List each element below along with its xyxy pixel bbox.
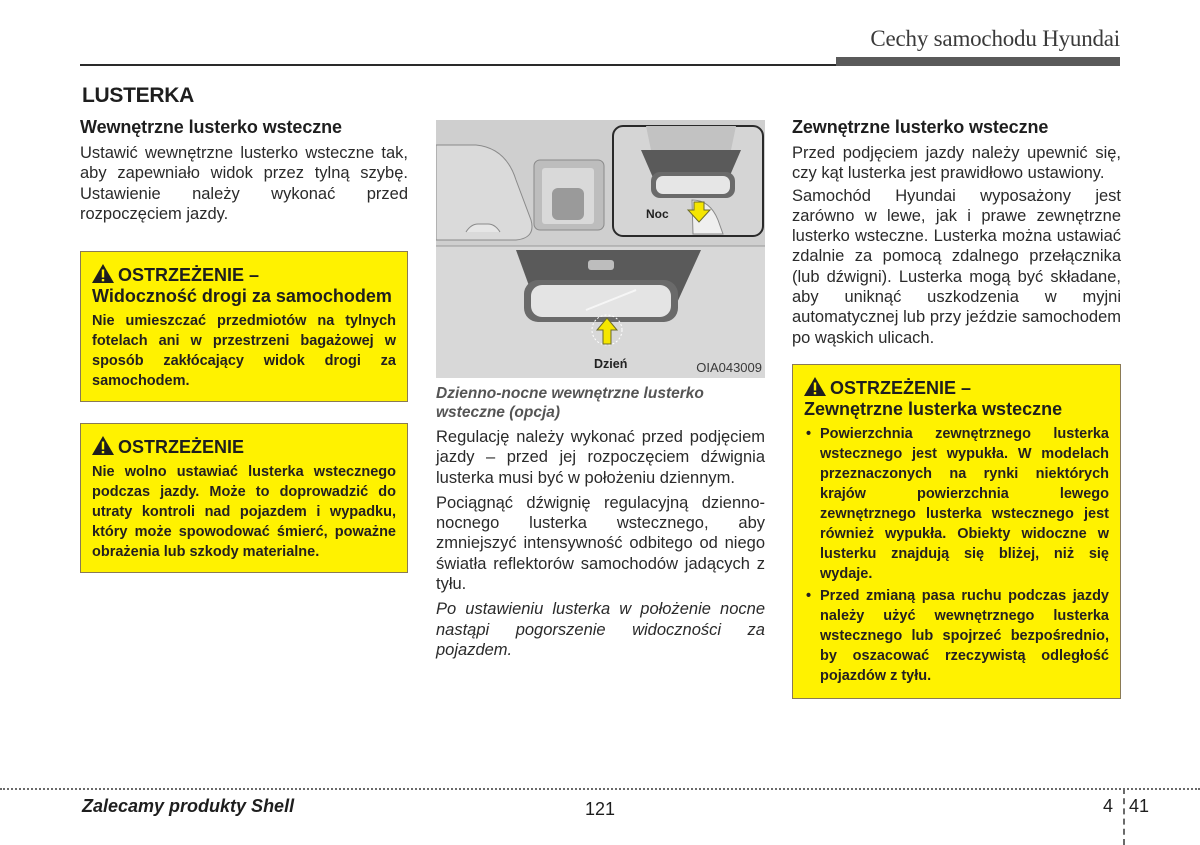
footer-divider [1123, 788, 1125, 845]
subheading-exterior-mirror: Zewnętrzne lusterko wsteczne [792, 117, 1049, 137]
right-column [792, 116, 1121, 699]
footer-rule [0, 788, 1200, 790]
warning-triangle-icon [804, 377, 826, 396]
page-number: 121 [585, 799, 616, 819]
running-header-title: Cechy samochodu Hyundai [870, 26, 1120, 51]
paragraph-day-night-1: Regulację należy wykonać przed podjęciem jazdy – przed jej rozpoczęciem dźwignia lusterka musi być w położeniu dziennym. [436, 428, 765, 487]
chapter-number: 4 [1103, 796, 1114, 816]
warning-heading [92, 436, 396, 458]
warning-box-exterior-mirrors [792, 364, 1121, 699]
chapter-page-number: 41 [1129, 796, 1150, 816]
illustration-caption: Dzienno-nocne wewnętrzne lusterko wsteczne (opcja) [436, 385, 704, 421]
warning-title: OSTRZEŻENIE – [118, 265, 260, 286]
section-title: LUSTERKA [82, 84, 194, 107]
warning-triangle-icon [92, 264, 114, 283]
warning-body: Nie wolno ustawiać lusterka wstecznego podczas jazdy. Może to doprowadzić do utraty kontroli nad pojazdem i wypadku, który może spowodować śmierć, poważne obrażenia lub szkody materialne. [92, 464, 396, 561]
warning-title: OSTRZEŻENIE [118, 437, 245, 458]
warning-subtitle: Zewnętrzne lusterka wsteczne [804, 398, 1063, 419]
footer-brand-text: Zalecamy produkty Shell [82, 796, 295, 816]
left-column [80, 116, 408, 573]
warning-triangle-icon [92, 436, 114, 455]
illustration-code: OIA043009 [696, 360, 762, 375]
mirror-illustration-graphic [436, 120, 765, 378]
label-day: Dzień [594, 357, 628, 371]
warning-bullet: • Powierzchnia zewnętrznego lusterka wstecznego jest wypukła. W modelach przeznaczonych na rynki niektórych krajów powierzchnia lewego zewnętrznego lusterka wstecznego jest również wypukła. Obiekty widoczne w lusterku znajdują się bliżej, niż się wydaje. [804, 424, 1109, 584]
warning-subtitle: Widoczność drogi za samochodem [92, 286, 392, 307]
middle-column [436, 120, 765, 660]
warning-body: Nie umieszczać przedmiotów na tylnych fotelach ani w przestrzeni bagażowej w sposób zakłócający widok drogi za samochodem. [92, 313, 396, 390]
warning-heading [92, 264, 396, 307]
paragraph-interior-mirror: Ustawić wewnętrzne lusterko wsteczne tak, aby zapewniało widok przez tylną szybę. Ustawienie należy wykonać przed rozpoczęciem jazdy. [80, 144, 408, 223]
paragraph-exterior-mirror-2: Samochód Hyundai wyposażony jest zarówno w lewe, jak i prawe zewnętrzne lusterko wsteczne. Lusterka można ustawiać zdalnie za pomocą zdalnego przełącznika (lub dźwigni). Lusterka mogą być składane, aby uniknąć uszkodzenia w myjni automatycznej lub przy jeździe samochodem po wąskich ulicach. [792, 186, 1121, 347]
label-night: Noc [646, 207, 669, 221]
warning-box-rear-visibility [80, 251, 408, 402]
mirror-illustration [436, 120, 765, 378]
warning-box-adjust-while-driving [80, 423, 408, 573]
subheading-interior-mirror: Wewnętrzne lusterko wsteczne [80, 117, 342, 137]
header-bar [836, 57, 1120, 66]
warning-title: OSTRZEŻENIE – [830, 377, 972, 398]
paragraph-exterior-mirror-1: Przed podjęciem jazdy należy upewnić się, czy kąt lusterka jest prawidłowo ustawiony. [792, 144, 1121, 183]
warning-heading [804, 377, 1109, 420]
paragraph-day-night-2: Pociągnąć dźwignię regulacyjną dzienno-nocnego lusterka wstecznego, aby zmniejszyć intensywność odbitego od niego światła reflektorów samochodów jadących z tyłu. [436, 493, 765, 594]
warning-bullet: • Przed zmianą pasa ruchu podczas jazdy należy użyć wewnętrznego lusterka wstecznego lub spojrzeć bezpośrednio, by oszacować rzeczywistą odległość pojazdów z tyłu. [804, 586, 1109, 686]
warning-bullet-list [804, 424, 1109, 686]
header-rule [80, 64, 840, 66]
paragraph-day-night-note: Po ustawieniu lusterka w położenie nocne nastąpi pogorszenie widoczności za pojazdem. [436, 600, 765, 659]
